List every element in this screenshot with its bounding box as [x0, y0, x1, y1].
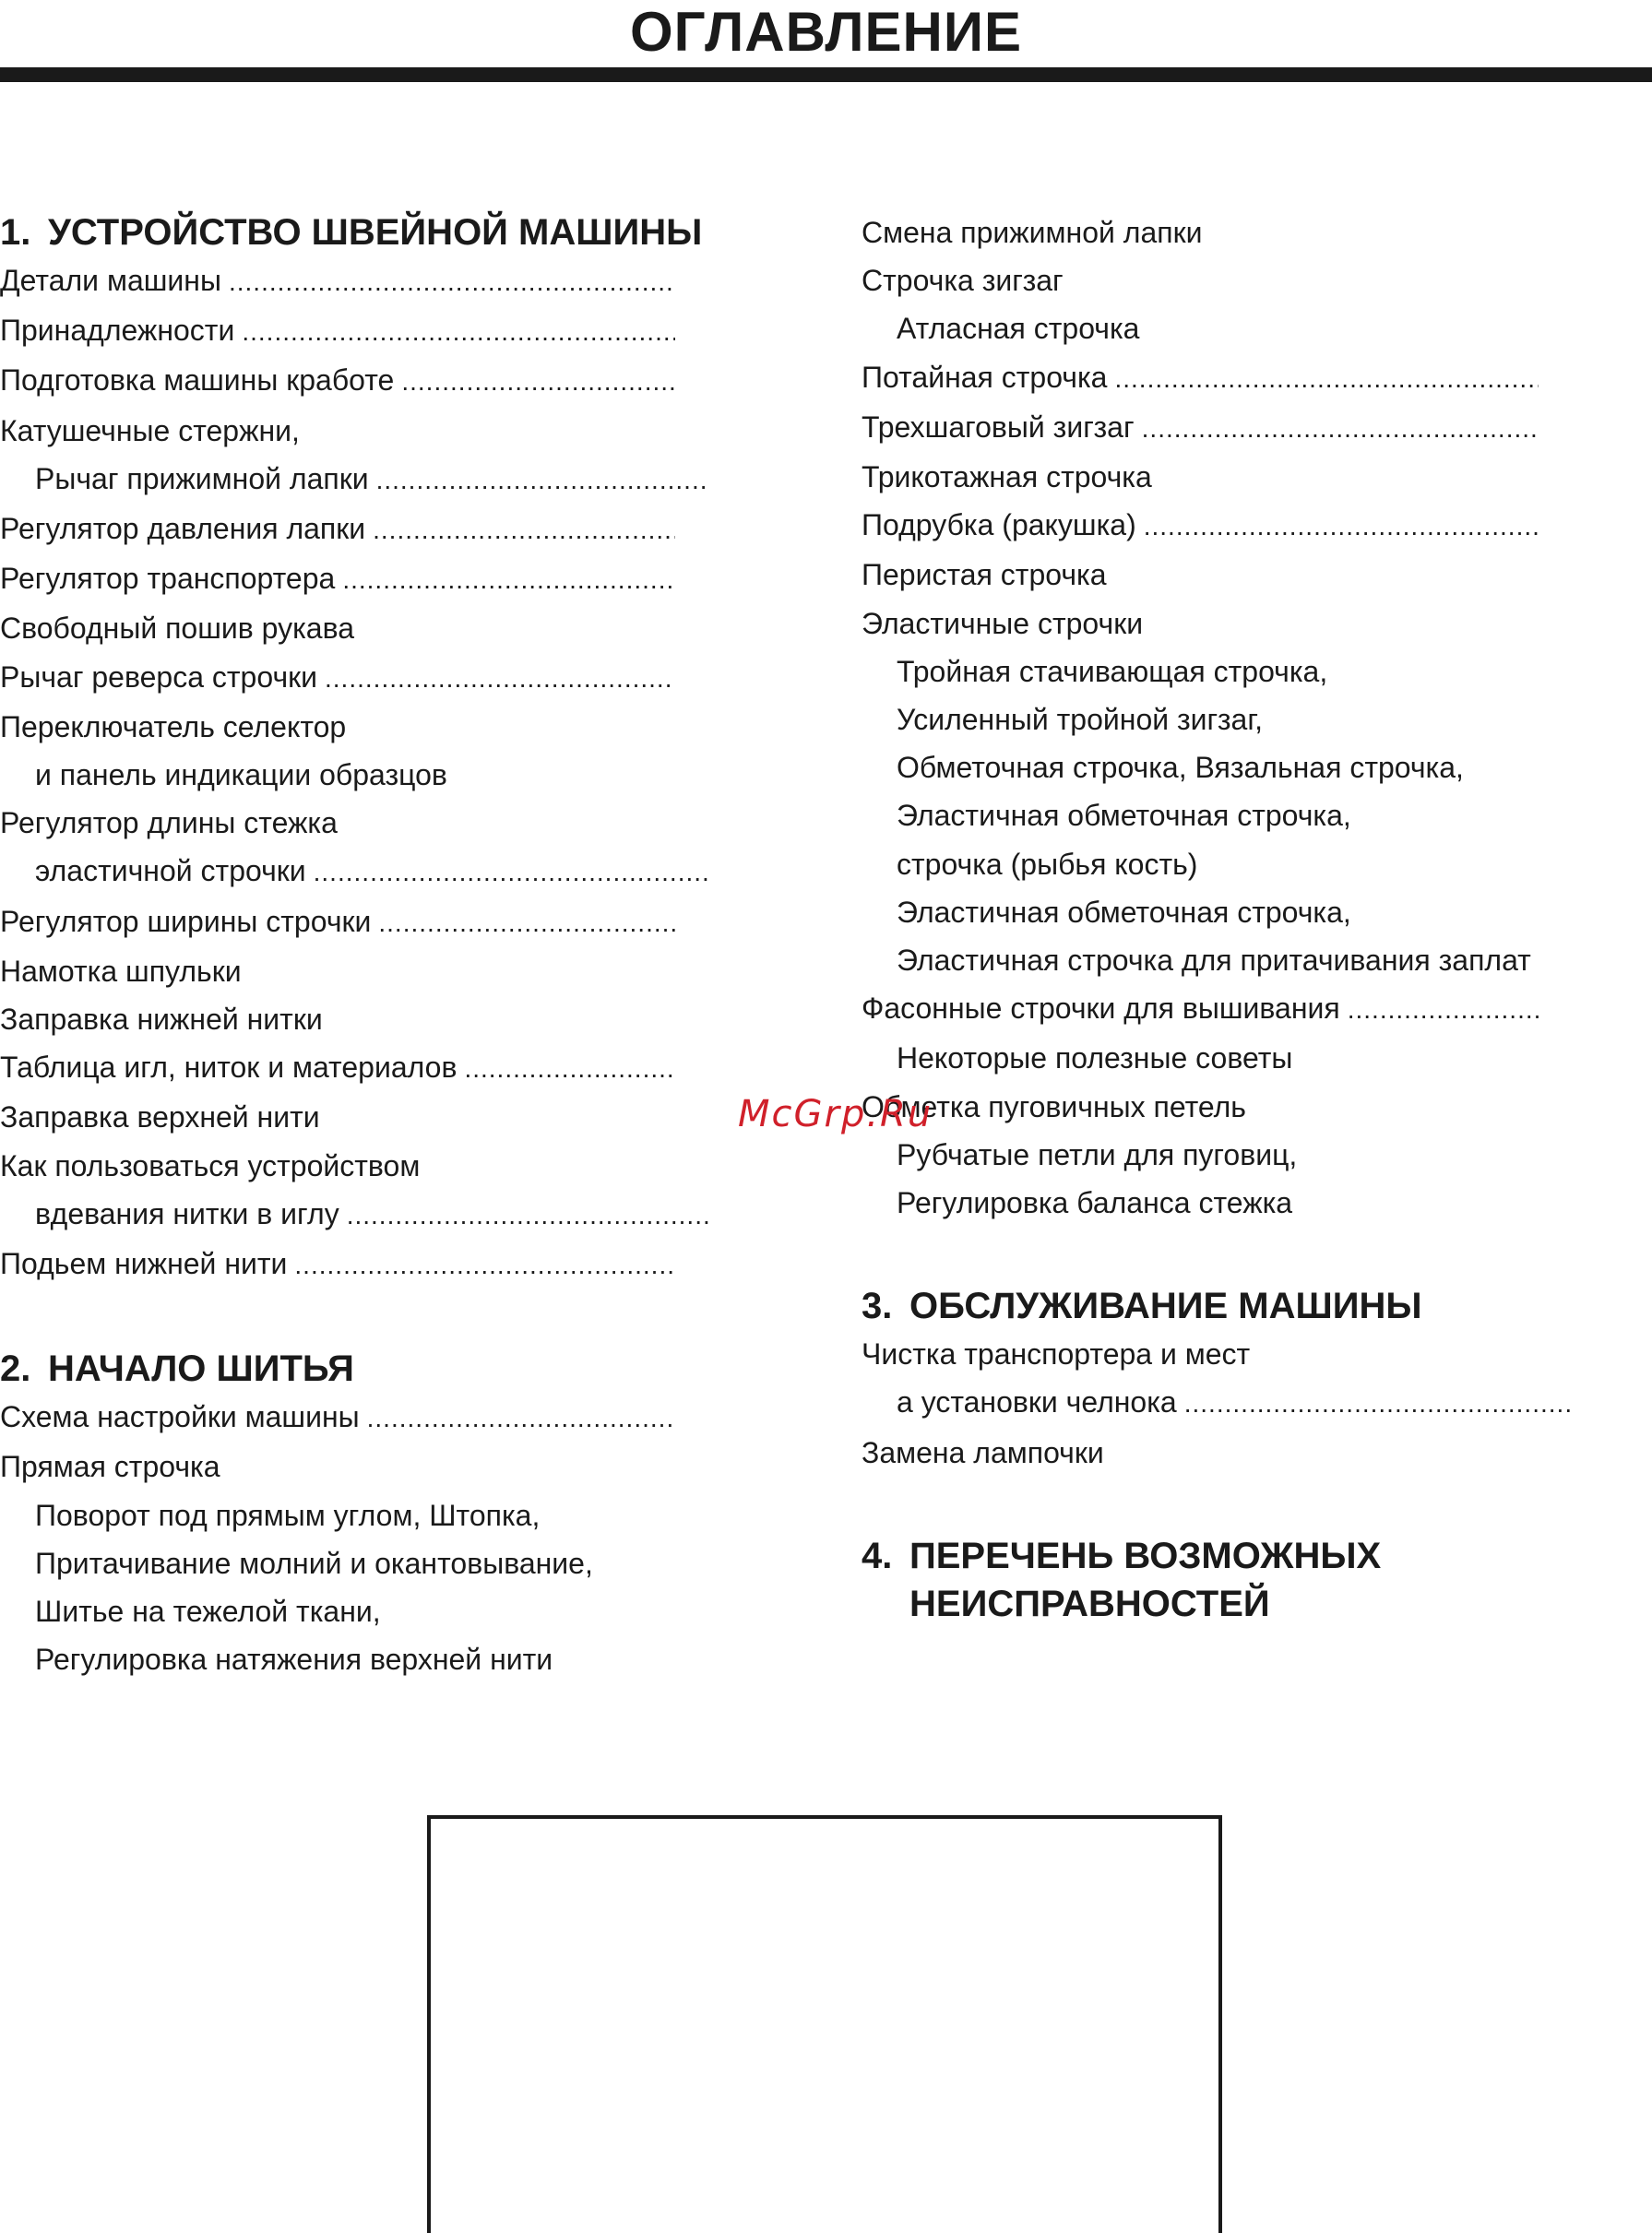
toc-entry[interactable]: Притачивание молний и окантовывание, — [35, 1546, 593, 1580]
toc-entry[interactable]: Смена прижимной лапки — [862, 216, 1203, 249]
toc-entry[interactable]: Потайная строчка ..... — [862, 353, 1539, 403]
toc-entry[interactable]: Эластичная обметочная строчка, — [897, 799, 1351, 833]
leader-dots — [367, 1395, 675, 1443]
toc-entry[interactable]: Эластичная обметочная строчка, — [897, 895, 1351, 929]
section-3-heading — [862, 1282, 1652, 1330]
leader-dots — [229, 258, 675, 306]
toc-entry[interactable]: Обметка пуговичных петель — [862, 1089, 1246, 1123]
leader-dots — [401, 358, 675, 406]
toc-entry[interactable]: Шитье на тежелой ткани, — [35, 1595, 381, 1629]
section-4-heading — [862, 1532, 1652, 1628]
toc-entry[interactable]: Прямая строчка — [0, 1450, 220, 1484]
toc-entry[interactable]: Регулятор ширины строчки ..... — [0, 897, 675, 947]
toc-entry[interactable]: Заправка нижней нитки — [0, 1003, 323, 1037]
leader-dots — [1142, 405, 1539, 453]
toc-entry[interactable]: эластичной строчки ..... — [0, 847, 710, 897]
leader-dots — [347, 1192, 710, 1240]
toc-entry[interactable]: Перистая строчка — [862, 558, 1107, 592]
toc-entry[interactable]: Катушечные стержни, — [0, 413, 300, 447]
page-title: ОГЛАВЛЕНИЕ — [629, 1, 1023, 63]
toc-entry[interactable]: Эластичные строчки — [862, 606, 1144, 640]
toc-entry[interactable]: Атласная строчка — [897, 312, 1140, 346]
toc-right-column — [862, 208, 1652, 1628]
toc-entry[interactable]: Трехшаговый зигзаг ..... — [862, 403, 1539, 453]
toc-entry[interactable]: Регулировка натяжения верхней нити — [35, 1643, 553, 1677]
toc-entry[interactable]: Рычаг прижимной лапки ..... — [0, 455, 710, 505]
section-3-title: ОБСЛУЖИВАНИЕ МАШИНЫ — [909, 1286, 1422, 1327]
toc-entry[interactable]: Намотка шпульки — [0, 954, 242, 988]
toc-entry[interactable]: Схема настройки машины ..... — [0, 1393, 675, 1443]
toc-entry[interactable]: Подрубка (ракушка) ..... — [862, 501, 1539, 551]
toc-entry[interactable]: Тройная стачивающая строчка, — [897, 654, 1328, 688]
leader-dots — [1348, 986, 1539, 1034]
leader-dots — [373, 506, 675, 554]
toc-entry[interactable]: Регулятор давления лапки ..... — [0, 505, 675, 554]
leader-dots — [1144, 503, 1539, 551]
toc-entry[interactable]: Свободный пошив рукава — [0, 612, 355, 646]
toc-entry[interactable]: Подьем нижней нити ..... — [0, 1240, 675, 1289]
toc-entry[interactable]: Поворот под прямым углом, Штопка, — [35, 1498, 541, 1532]
toc-entry[interactable]: Детали машины ..... — [0, 256, 675, 306]
toc-entry[interactable]: Рубчатые петли для пуговиц, — [897, 1137, 1298, 1171]
section-3-number: 3. — [862, 1286, 893, 1327]
toc-entry[interactable]: Замена лампочки — [862, 1435, 1104, 1469]
section-1-heading — [0, 208, 703, 256]
leader-dots — [378, 899, 675, 947]
section-4-title-line2: НЕИСПРАВНОСТЕЙ — [909, 1583, 1270, 1624]
toc-entry[interactable]: Трикотажная строчка — [862, 460, 1152, 494]
toc-entry[interactable]: Строчка зигзаг — [862, 264, 1064, 298]
toc-entry[interactable]: вдевания нитки в иглу ..... — [0, 1190, 710, 1240]
leader-dots — [1184, 1380, 1574, 1428]
leader-dots — [242, 308, 675, 356]
section-2-number: 2. — [0, 1348, 31, 1390]
leader-dots — [464, 1045, 675, 1093]
section-1-number: 1. — [0, 212, 31, 253]
toc-entry[interactable]: а установки челнока ..... — [862, 1378, 1574, 1428]
section-2-title: НАЧАЛО ШИТЬЯ — [48, 1348, 354, 1390]
leader-dots — [1114, 355, 1539, 403]
toc-left-column — [0, 208, 703, 1683]
toc-entry[interactable]: Рычаг реверса строчки ..... — [0, 653, 675, 703]
toc-entry[interactable]: Заправка верхней нити — [0, 1100, 320, 1134]
toc-entry[interactable]: Усиленный тройной зигзаг, — [897, 703, 1263, 737]
leader-dots — [314, 849, 710, 897]
toc-entry[interactable]: Регулировка баланса стежка — [897, 1186, 1293, 1220]
toc-entry[interactable]: строчка (рыбья кость) — [897, 847, 1198, 881]
section-4-title-line1: ПЕРЕЧЕНЬ ВОЗМОЖНЫХ — [909, 1535, 1382, 1576]
leader-dots — [376, 457, 710, 505]
toc-entry[interactable]: Фасонные строчки для вышивания ..... — [862, 984, 1539, 1034]
leader-dots — [342, 556, 675, 604]
toc-entry[interactable]: Принадлежности ..... — [0, 306, 675, 356]
toc-entry[interactable]: Чистка транспортера и мест — [862, 1337, 1251, 1372]
toc-entry[interactable]: Эластичная строчка для притачивания заплат — [897, 944, 1531, 978]
section-2-heading — [0, 1345, 675, 1393]
toc-entry[interactable]: Регулятор транспортера ..... — [0, 554, 675, 604]
watermark: McGrp.Ru — [738, 1093, 933, 1135]
section-4-number: 4. — [862, 1535, 893, 1576]
toc-entry[interactable]: Обметочная строчка, Вязальная строчка, — [897, 751, 1464, 785]
leader-dots — [294, 1241, 675, 1289]
empty-frame — [427, 1815, 1222, 2233]
section-1-title: УСТРОЙСТВО ШВЕЙНОЙ МАШИНЫ — [48, 212, 703, 253]
toc-entry[interactable]: Некоторые полезные советы — [897, 1041, 1293, 1075]
toc-entry[interactable]: Как пользоваться устройством — [0, 1148, 421, 1182]
toc-entry[interactable]: Переключатель селектор — [0, 709, 347, 743]
toc-entry[interactable]: Таблица игл, ниток и материалов ..... — [0, 1043, 675, 1093]
toc-entry[interactable]: Подготовка машины кработе ..... — [0, 356, 675, 406]
toc-entry[interactable]: Регулятор длины стежка — [0, 806, 338, 840]
title-rule — [0, 67, 1652, 82]
leader-dots — [325, 655, 675, 703]
toc-entry[interactable]: и панель индикации образцов — [35, 758, 447, 792]
